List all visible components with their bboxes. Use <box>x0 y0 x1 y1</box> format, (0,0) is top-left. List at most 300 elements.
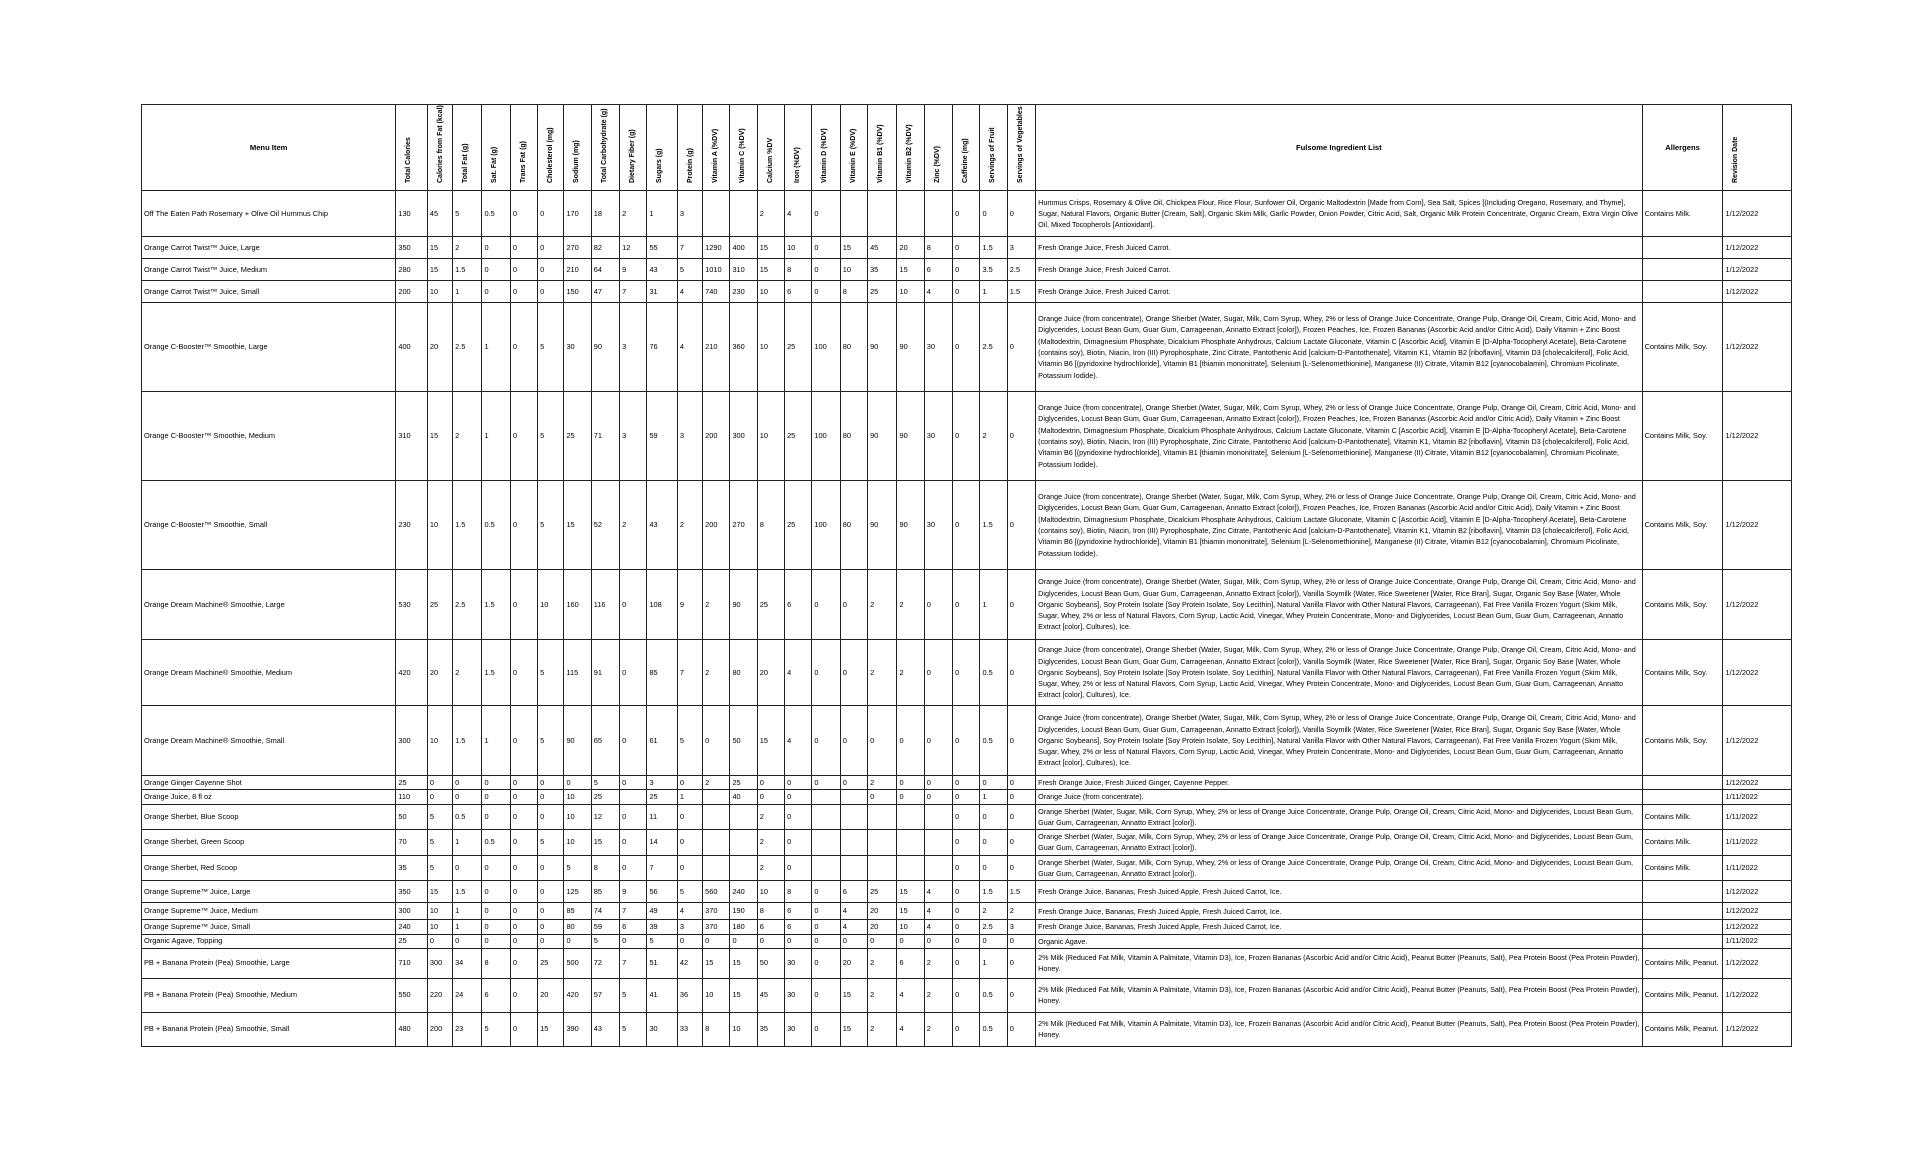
nutrient-value-cell: 15 <box>427 237 452 259</box>
nutrient-value-cell: 1 <box>482 303 510 392</box>
allergens-cell <box>1642 934 1723 948</box>
nutrient-value-cell <box>812 855 840 881</box>
table-row <box>142 706 1792 776</box>
nutrient-value-cell: 2 <box>453 640 482 706</box>
allergens-cell: Contains Milk. <box>1642 191 1723 237</box>
nutrient-value-cell: 0 <box>482 281 510 303</box>
allergens-cell <box>1642 790 1723 804</box>
nutrient-value-cell: 740 <box>703 281 730 303</box>
nutrient-value-cell: 10 <box>427 481 452 570</box>
nutrient-value-cell: 4 <box>677 903 702 920</box>
nutrient-value-cell <box>897 830 924 856</box>
nutrient-value-cell: 0 <box>785 934 812 948</box>
nutrient-value-cell: 20 <box>427 303 452 392</box>
header-nutrient <box>812 105 840 191</box>
nutrient-value-cell <box>730 855 757 881</box>
nutrient-value-cell: 1.5 <box>453 881 482 903</box>
nutrient-value-cell <box>840 855 867 881</box>
nutrient-value-cell <box>703 804 730 830</box>
nutrient-value-cell: 390 <box>564 1012 591 1046</box>
nutrient-value-cell <box>812 804 840 830</box>
nutrient-value-cell: 9 <box>620 881 647 903</box>
nutrient-value-cell: 2.5 <box>453 303 482 392</box>
nutrient-value-cell <box>703 830 730 856</box>
nutrient-value-cell: 0 <box>812 920 840 934</box>
table-row <box>142 920 1792 934</box>
nutrient-value-cell: 0 <box>427 790 452 804</box>
nutrient-value-cell: 0 <box>812 903 840 920</box>
nutrient-value-cell: 25 <box>396 776 428 790</box>
nutrient-value-cell: 7 <box>647 855 677 881</box>
nutrient-value-cell: 1 <box>980 790 1007 804</box>
nutrient-value-cell: 0 <box>677 855 702 881</box>
nutrient-value-cell: 85 <box>591 881 619 903</box>
header-nutrient <box>868 105 897 191</box>
menu-item-cell: Off The Eaten Path Rosemary + Olive Oil Hummus Chip <box>142 191 396 237</box>
ingredient-list-cell: 2% Milk (Reduced Fat Milk, Vitamin A Palmitate, Vitamin D3), Ice, Frozen Bananas (Ascorbic Acid and/or Citric Acid), Peanut Butter (Peanuts, Salt), Pea Protein Boost (Pea Protein Powder), Honey. <box>1036 948 1642 978</box>
nutrient-value-cell: 0 <box>785 776 812 790</box>
nutrient-value-cell: 0 <box>953 948 980 978</box>
nutrient-value-cell: 10 <box>427 281 452 303</box>
revision-date-cell: 1/12/2022 <box>1723 392 1792 481</box>
nutrient-value-cell: 0 <box>953 776 980 790</box>
nutrient-value-cell: 0 <box>897 790 924 804</box>
nutrient-value-cell: 2 <box>868 776 897 790</box>
ingredient-list-cell: Orange Sherbet (Water, Sugar, Milk, Corn Syrup, Whey, 2% or less of Orange Juice Concentrate, Orange Pulp, Orange Oil, Cream, Citric Acid, Mono- and Diglycerides, Locust Bean Gum, Guar Gum, Carrageenan, Annatto Extract [color]). <box>1036 855 1642 881</box>
header-ingredients: Fulsome Ingredient List <box>1036 105 1642 191</box>
nutrient-value-cell: 0 <box>510 776 537 790</box>
nutrient-value-cell: 300 <box>396 706 428 776</box>
nutrient-value-cell: 4 <box>677 303 702 392</box>
nutrient-value-cell: 0 <box>538 191 564 237</box>
allergens-cell: Contains Milk, Peanut. <box>1642 1012 1723 1046</box>
nutrient-value-cell: 8 <box>757 903 784 920</box>
header-nutrient-label: Vitamin B1 (%DV) <box>877 124 885 183</box>
nutrient-value-cell: 20 <box>840 948 867 978</box>
nutrient-value-cell: 0 <box>840 570 867 640</box>
nutrient-value-cell: 0 <box>703 934 730 948</box>
nutrient-value-cell: 2 <box>868 570 897 640</box>
nutrient-value-cell: 6 <box>924 259 952 281</box>
nutrient-value-cell: 90 <box>897 392 924 481</box>
nutrient-value-cell: 0 <box>620 640 647 706</box>
header-nutrient-label: Total Calories <box>405 137 413 183</box>
nutrient-value-cell: 15 <box>427 259 452 281</box>
nutrient-value-cell: 0 <box>510 1012 537 1046</box>
nutrient-value-cell: 30 <box>785 1012 812 1046</box>
nutrient-value-cell: 1 <box>482 706 510 776</box>
nutrient-value-cell: 41 <box>647 978 677 1012</box>
allergens-cell: Contains Milk. <box>1642 830 1723 856</box>
nutrient-value-cell: 6 <box>620 920 647 934</box>
nutrient-value-cell: 0 <box>510 920 537 934</box>
allergens-cell: Contains Milk, Soy. <box>1642 706 1723 776</box>
nutrient-value-cell: 80 <box>730 640 757 706</box>
nutrient-value-cell: 2 <box>703 776 730 790</box>
nutrient-value-cell: 90 <box>868 481 897 570</box>
nutrient-value-cell: 370 <box>703 903 730 920</box>
nutrient-value-cell: 0 <box>812 978 840 1012</box>
ingredient-list-cell: Orange Juice (from concentrate), Orange Sherbet (Water, Sugar, Milk, Corn Syrup, Whey, 2% or less of Orange Juice Concentrate, Orange Pulp, Orange Oil, Cream, Citric Acid, Mono- and Diglycerides, Locust Bean Gum, Guar Gum, Carrageenan, Annatto Extract [color]), Frozen Peaches, Ice, Frozen Bananas (Ascorbic Acid and/or Citric Acid), Daily Vitamin + Zinc Boost (Maltodextrin, Dimagnesium Phosphate, Dicalcium Phosphate Anhydrous, Calcium Lactate Gluconate, Vitamin C [Ascorbic Acid], Vitamin E [D-Alpha-Tocopheryl Acetate], Beta-Carotene (contains soy), Biotin, Niacin, Iron (III) Pyrophosphate, Zinc Citrate, Pantothenic Acid [calcium-D-Pantothenate], Vitamin K1, Vitamin B2 [riboflavin], Vitamin D3 [cholecalciferol], Folic Acid, Vitamin B6 [(pyridoxine hydrochloride], Vitamin B1 [thiamin mononitrate], Selenium [L-Selenomethionine], Manganese (II) Citrate, Vitamin B12 [cyanocobalamin], Chromium Picolinate, Potassium Iodide). <box>1036 303 1642 392</box>
table-row <box>142 481 1792 570</box>
header-nutrient <box>703 105 730 191</box>
nutrient-value-cell: 0 <box>1007 303 1035 392</box>
nutrient-value-cell: 15 <box>591 830 619 856</box>
nutrient-value-cell: 5 <box>427 804 452 830</box>
nutrient-value-cell: 7 <box>620 948 647 978</box>
nutrient-value-cell: 2 <box>897 570 924 640</box>
nutrient-value-cell: 56 <box>647 881 677 903</box>
nutrient-value-cell: 0 <box>510 570 537 640</box>
nutrient-value-cell: 0 <box>482 790 510 804</box>
nutrient-value-cell: 4 <box>897 1012 924 1046</box>
nutrient-value-cell: 10 <box>538 570 564 640</box>
nutrient-value-cell <box>703 191 730 237</box>
nutrient-value-cell: 0 <box>812 570 840 640</box>
nutrient-value-cell: 500 <box>564 948 591 978</box>
nutrient-value-cell: 1 <box>677 790 702 804</box>
nutrient-value-cell: 5 <box>538 392 564 481</box>
nutrient-value-cell: 45 <box>427 191 452 237</box>
nutrient-value-cell: 5 <box>427 855 452 881</box>
header-nutrient <box>647 105 677 191</box>
nutrient-value-cell: 39 <box>647 920 677 934</box>
nutrient-value-cell: 0 <box>620 776 647 790</box>
nutrient-value-cell: 5 <box>591 776 619 790</box>
nutrient-value-cell: 50 <box>730 706 757 776</box>
nutrient-value-cell: 125 <box>564 881 591 903</box>
nutrient-value-cell: 0 <box>812 706 840 776</box>
nutrient-value-cell: 36 <box>677 978 702 1012</box>
nutrient-value-cell: 0 <box>482 903 510 920</box>
nutrient-value-cell <box>924 191 952 237</box>
nutrient-value-cell: 12 <box>620 237 647 259</box>
allergens-cell: Contains Milk. <box>1642 855 1723 881</box>
nutrient-value-cell: 0 <box>1007 948 1035 978</box>
nutrient-value-cell: 130 <box>396 191 428 237</box>
header-revision-label: Revision Date <box>1732 136 1740 183</box>
menu-item-cell: Orange Sherbet, Red Scoop <box>142 855 396 881</box>
nutrient-value-cell: 2 <box>677 481 702 570</box>
nutrient-value-cell: 35 <box>757 1012 784 1046</box>
nutrient-value-cell: 0 <box>868 790 897 804</box>
nutrient-value-cell: 65 <box>591 706 619 776</box>
nutrient-value-cell: 0 <box>980 191 1007 237</box>
nutrient-value-cell: 530 <box>396 570 428 640</box>
menu-item-cell: Orange Supreme™ Juice, Medium <box>142 903 396 920</box>
table-row <box>142 640 1792 706</box>
nutrient-value-cell: 0 <box>510 281 537 303</box>
nutrient-value-cell: 0 <box>785 855 812 881</box>
nutrient-value-cell: 1 <box>980 948 1007 978</box>
revision-date-cell: 1/11/2022 <box>1723 830 1792 856</box>
ingredient-list-cell: Orange Juice (from concentrate), Orange Sherbet (Water, Sugar, Milk, Corn Syrup, Whey, 2% or less of Orange Juice Concentrate, Orange Pulp, Orange Oil, Cream, Citric Acid, Mono- and Diglycerides, Locust Bean Gum, Guar Gum, Carrageenan, Annatto Extract [color]), Vanilla Soymilk (Water, Rice Sweetener [Water, Rice Bran], Sugar, Organic Soy Base [Water, Whole Organic Soybeans], Soy Protein Isolate [Soy Protein Isolate, Soy Lecithin], Natural Vanilla Flavor with Other Natural Flavors, Carrageenan), Fat Free Vanilla Frozen Yogurt (Skim Milk, Sugar, Whey, 2% or less of Natural Flavors, Corn Syrup, Lactic Acid, Vinegar, Whey Protein Concentrate, Mono- and Diglycerides, Locust Bean Gum, Guar Gum, Carrageenan, Annatto Extract [color], Cultures), Ice. <box>1036 570 1642 640</box>
table-row <box>142 191 1792 237</box>
revision-date-cell: 1/12/2022 <box>1723 191 1792 237</box>
nutrient-value-cell: 33 <box>677 1012 702 1046</box>
nutrient-value-cell: 80 <box>564 920 591 934</box>
revision-date-cell: 1/12/2022 <box>1723 978 1792 1012</box>
nutrient-value-cell: 0 <box>1007 934 1035 948</box>
nutrient-value-cell: 0 <box>785 830 812 856</box>
nutrient-value-cell: 6 <box>785 570 812 640</box>
header-nutrient-label: Sodium (mg) <box>573 140 581 183</box>
nutrient-value-cell: 71 <box>591 392 619 481</box>
ingredient-list-cell: Orange Juice (from concentrate), Orange Sherbet (Water, Sugar, Milk, Corn Syrup, Whey, 2% or less of Orange Juice Concentrate, Orange Pulp, Orange Oil, Cream, Citric Acid, Mono- and Diglycerides, Locust Bean Gum, Guar Gum, Carrageenan, Annatto Extract [color]), Frozen Peaches, Ice, Frozen Bananas (Ascorbic Acid and/or Citric Acid), Daily Vitamin + Zinc Boost (Maltodextrin, Dimagnesium Phosphate, Dicalcium Phosphate Anhydrous, Calcium Lactate Gluconate, Vitamin C [Ascorbic Acid], Vitamin E [D-Alpha-Tocopheryl Acetate], Beta-Carotene (contains soy), Biotin, Niacin, Iron (III) Pyrophosphate, Zinc Citrate, Pantothenic Acid [calcium-D-Pantothenate], Vitamin K1, Vitamin B2 [riboflavin], Vitamin D3 [cholecalciferol], Folic Acid, Vitamin B6 [(pyridoxine hydrochloride], Vitamin B1 [thiamin mononitrate], Selenium [L-Selenomethionine], Manganese (II) Citrate, Vitamin B12 [cyanocobalamin], Chromium Picolinate, Potassium Iodide). <box>1036 392 1642 481</box>
allergens-cell <box>1642 259 1723 281</box>
nutrient-value-cell <box>868 191 897 237</box>
nutrient-value-cell: 0 <box>564 934 591 948</box>
menu-item-cell: Orange Carrot Twist™ Juice, Medium <box>142 259 396 281</box>
header-nutrient <box>840 105 867 191</box>
nutrient-value-cell: 100 <box>812 481 840 570</box>
nutrient-value-cell: 0.5 <box>980 1012 1007 1046</box>
nutrient-value-cell: 0 <box>897 706 924 776</box>
nutrient-value-cell: 2 <box>980 392 1007 481</box>
header-nutrient-label: Total Fat (g) <box>462 143 470 183</box>
ingredient-list-cell: Fresh Orange Juice, Fresh Juiced Ginger, Cayenne Pepper. <box>1036 776 1642 790</box>
header-nutrient <box>453 105 482 191</box>
nutrient-value-cell: 1 <box>453 830 482 856</box>
nutrient-value-cell: 0 <box>812 934 840 948</box>
nutrient-value-cell: 82 <box>591 237 619 259</box>
nutrient-value-cell: 110 <box>396 790 428 804</box>
nutrient-value-cell: 0.5 <box>482 830 510 856</box>
nutrient-value-cell: 0 <box>482 881 510 903</box>
ingredient-list-cell: Fresh Orange Juice, Fresh Juiced Carrot. <box>1036 237 1642 259</box>
nutrient-value-cell: 2.5 <box>453 570 482 640</box>
ingredient-list-cell: Orange Sherbet (Water, Sugar, Milk, Corn Syrup, Whey, 2% or less of Orange Juice Concentrate, Orange Pulp, Orange Oil, Cream, Citric Acid, Mono- and Diglycerides, Locust Bean Gum, Guar Gum, Carrageenan, Annatto Extract [color]). <box>1036 830 1642 856</box>
nutrient-value-cell: 210 <box>703 303 730 392</box>
nutrient-value-cell: 0 <box>953 1012 980 1046</box>
header-nutrient-label: Cholesterol (mg) <box>547 127 555 183</box>
header-nutrient <box>510 105 537 191</box>
nutrient-value-cell: 35 <box>868 259 897 281</box>
allergens-cell: Contains Milk, Soy. <box>1642 570 1723 640</box>
nutrient-value-cell: 90 <box>564 706 591 776</box>
nutrient-value-cell: 0.5 <box>482 191 510 237</box>
nutrient-value-cell <box>897 804 924 830</box>
nutrient-value-cell: 0 <box>510 881 537 903</box>
nutrient-value-cell: 15 <box>757 237 784 259</box>
nutrient-value-cell: 2 <box>924 1012 952 1046</box>
header-revision-date <box>1723 105 1792 191</box>
nutrient-value-cell: 0 <box>953 978 980 1012</box>
nutrient-value-cell: 0 <box>1007 570 1035 640</box>
nutrient-value-cell: 4 <box>897 978 924 1012</box>
nutrient-value-cell: 0 <box>538 790 564 804</box>
nutrient-value-cell: 0 <box>453 790 482 804</box>
nutrient-value-cell: 2 <box>703 570 730 640</box>
header-nutrient <box>1007 105 1035 191</box>
nutrient-value-cell: 1 <box>453 920 482 934</box>
nutrient-value-cell: 25 <box>868 281 897 303</box>
nutrient-value-cell: 5 <box>620 1012 647 1046</box>
nutrient-value-cell <box>868 830 897 856</box>
nutrient-value-cell: 9 <box>620 259 647 281</box>
nutrient-value-cell: 1 <box>482 392 510 481</box>
revision-date-cell: 1/12/2022 <box>1723 903 1792 920</box>
nutrient-value-cell: 25 <box>591 790 619 804</box>
nutrient-value-cell: 1 <box>980 570 1007 640</box>
nutrient-value-cell: 0 <box>677 804 702 830</box>
menu-item-cell: Orange Carrot Twist™ Juice, Large <box>142 237 396 259</box>
nutrient-value-cell: 0 <box>1007 640 1035 706</box>
revision-date-cell: 1/12/2022 <box>1723 948 1792 978</box>
nutrient-value-cell: 14 <box>647 830 677 856</box>
nutrient-value-cell: 5 <box>677 259 702 281</box>
nutrient-value-cell: 35 <box>396 855 428 881</box>
table-row <box>142 776 1792 790</box>
nutrient-value-cell: 0 <box>1007 706 1035 776</box>
nutrient-value-cell: 10 <box>757 303 784 392</box>
nutrient-value-cell: 100 <box>812 303 840 392</box>
nutrient-value-cell: 200 <box>703 481 730 570</box>
header-nutrient <box>538 105 564 191</box>
nutrient-value-cell: 5 <box>677 706 702 776</box>
nutrient-value-cell: 0 <box>953 392 980 481</box>
nutrient-value-cell: 15 <box>427 881 452 903</box>
nutrient-value-cell: 0 <box>953 790 980 804</box>
nutrient-value-cell: 15 <box>840 978 867 1012</box>
nutrient-value-cell: 0 <box>812 1012 840 1046</box>
nutrient-value-cell: 24 <box>453 978 482 1012</box>
nutrient-value-cell <box>924 830 952 856</box>
nutrient-value-cell: 0 <box>953 303 980 392</box>
nutrient-value-cell: 30 <box>924 392 952 481</box>
table-row <box>142 855 1792 881</box>
nutrient-value-cell: 25 <box>785 392 812 481</box>
nutrient-value-cell: 0 <box>1007 855 1035 881</box>
nutrient-value-cell: 4 <box>785 191 812 237</box>
table-row <box>142 790 1792 804</box>
nutrient-value-cell: 550 <box>396 978 428 1012</box>
nutrient-value-cell: 1.5 <box>980 237 1007 259</box>
header-nutrient-label: Sugars (g) <box>656 148 664 183</box>
nutrient-value-cell: 3 <box>647 776 677 790</box>
allergens-cell <box>1642 776 1723 790</box>
nutrient-value-cell: 90 <box>897 481 924 570</box>
nutrient-value-cell: 6 <box>840 881 867 903</box>
nutrient-value-cell: 180 <box>730 920 757 934</box>
nutrient-value-cell: 15 <box>840 1012 867 1046</box>
revision-date-cell: 1/12/2022 <box>1723 776 1792 790</box>
nutrient-value-cell: 10 <box>785 237 812 259</box>
nutrient-value-cell: 85 <box>647 640 677 706</box>
nutrient-value-cell: 0 <box>953 640 980 706</box>
table-row <box>142 237 1792 259</box>
ingredient-list-cell: Orange Juice (from concentrate), Orange Sherbet (Water, Sugar, Milk, Corn Syrup, Whey, 2% or less of Orange Juice Concentrate, Orange Pulp, Orange Oil, Cream, Citric Acid, Mono- and Diglycerides, Locust Bean Gum, Guar Gum, Carrageenan, Annatto Extract [color]), Frozen Peaches, Ice, Frozen Bananas (Ascorbic Acid and/or Citric Acid), Daily Vitamin + Zinc Boost (Maltodextrin, Dimagnesium Phosphate, Dicalcium Phosphate Anhydrous, Calcium Lactate Gluconate, Vitamin C [Ascorbic Acid], Vitamin E [D-Alpha-Tocopheryl Acetate], Beta-Carotene (contains soy), Biotin, Niacin, Iron (III) Pyrophosphate, Zinc Citrate, Pantothenic Acid [calcium-D-Pantothenate], Vitamin K1, Vitamin B2 [riboflavin], Vitamin D3 [cholecalciferol], Folic Acid, Vitamin B6 [(pyridoxine hydrochloride], Vitamin B1 [thiamin mononitrate], Selenium [L-Selenomethionine], Manganese (II) Citrate, Vitamin B12 [cyanocobalamin], Chromium Picolinate, Potassium Iodide). <box>1036 481 1642 570</box>
nutrient-value-cell: 0 <box>812 237 840 259</box>
nutrient-value-cell: 480 <box>396 1012 428 1046</box>
nutrient-value-cell: 115 <box>564 640 591 706</box>
nutrient-value-cell: 91 <box>591 640 619 706</box>
nutrient-value-cell: 0 <box>924 790 952 804</box>
nutrient-value-cell: 200 <box>427 1012 452 1046</box>
nutrient-value-cell: 0 <box>510 259 537 281</box>
nutrient-value-cell: 0 <box>980 804 1007 830</box>
nutrient-value-cell: 5 <box>677 881 702 903</box>
nutrient-value-cell: 0 <box>840 640 867 706</box>
nutrient-value-cell: 1.5 <box>482 570 510 640</box>
nutrient-value-cell: 2 <box>757 830 784 856</box>
nutrient-value-cell: 0 <box>620 830 647 856</box>
nutrient-value-cell: 20 <box>868 903 897 920</box>
nutrient-value-cell: 2 <box>453 237 482 259</box>
nutrient-value-cell: 30 <box>924 303 952 392</box>
header-row <box>142 105 1792 191</box>
nutrient-value-cell: 0 <box>482 934 510 948</box>
nutrient-value-cell: 3 <box>620 392 647 481</box>
allergens-cell <box>1642 920 1723 934</box>
nutrient-value-cell: 0.5 <box>980 978 1007 1012</box>
nutrient-value-cell: 0 <box>620 934 647 948</box>
nutrient-value-cell: 20 <box>868 920 897 934</box>
nutrient-value-cell <box>868 804 897 830</box>
nutrient-value-cell: 190 <box>730 903 757 920</box>
nutrient-value-cell: 0 <box>924 570 952 640</box>
nutrient-value-cell: 43 <box>647 259 677 281</box>
nutrient-value-cell: 400 <box>730 237 757 259</box>
nutrient-value-cell: 8 <box>924 237 952 259</box>
menu-item-cell: Orange Carrot Twist™ Juice, Small <box>142 281 396 303</box>
nutrient-value-cell: 2 <box>703 640 730 706</box>
nutrient-value-cell: 370 <box>703 920 730 934</box>
nutrient-value-cell: 0 <box>1007 776 1035 790</box>
allergens-cell: Contains Milk, Soy. <box>1642 481 1723 570</box>
nutrient-value-cell: 15 <box>538 1012 564 1046</box>
nutrient-value-cell: 0 <box>538 934 564 948</box>
nutrient-value-cell: 0 <box>785 790 812 804</box>
nutrient-value-cell: 2 <box>924 948 952 978</box>
allergens-cell: Contains Milk, Soy. <box>1642 392 1723 481</box>
header-nutrient <box>757 105 784 191</box>
nutrient-value-cell: 30 <box>785 948 812 978</box>
allergens-cell <box>1642 237 1723 259</box>
header-nutrient <box>785 105 812 191</box>
nutrient-value-cell: 10 <box>427 920 452 934</box>
menu-item-cell: PB + Banana Protein (Pea) Smoothie, Large <box>142 948 396 978</box>
menu-item-cell: Orange C-Booster™ Smoothie, Small <box>142 481 396 570</box>
nutrient-value-cell: 0 <box>812 259 840 281</box>
nutrient-value-cell: 90 <box>868 303 897 392</box>
nutrient-value-cell: 20 <box>427 640 452 706</box>
menu-item-cell: Orange C-Booster™ Smoothie, Large <box>142 303 396 392</box>
nutrient-value-cell: 6 <box>785 920 812 934</box>
table-row <box>142 948 1792 978</box>
nutrient-value-cell: 0 <box>1007 191 1035 237</box>
ingredient-list-cell: Fresh Orange Juice, Fresh Juiced Carrot. <box>1036 259 1642 281</box>
nutrient-value-cell: 0 <box>538 855 564 881</box>
nutrient-value-cell: 34 <box>453 948 482 978</box>
nutrient-value-cell: 0 <box>980 776 1007 790</box>
nutrient-value-cell: 10 <box>757 281 784 303</box>
allergens-cell: Contains Milk. <box>1642 804 1723 830</box>
nutrient-value-cell: 76 <box>647 303 677 392</box>
nutrient-value-cell: 0 <box>538 804 564 830</box>
nutrient-value-cell: 230 <box>730 281 757 303</box>
nutrient-value-cell: 3 <box>677 920 702 934</box>
nutrient-value-cell: 310 <box>396 392 428 481</box>
nutrient-value-cell: 170 <box>564 191 591 237</box>
nutrient-value-cell: 25 <box>868 881 897 903</box>
nutrient-value-cell: 30 <box>564 303 591 392</box>
nutrient-value-cell: 0 <box>1007 481 1035 570</box>
nutrient-value-cell: 200 <box>703 392 730 481</box>
nutrient-value-cell: 1 <box>453 281 482 303</box>
nutrient-value-cell: 2 <box>757 855 784 881</box>
menu-item-cell: Orange Dream Machine® Smoothie, Medium <box>142 640 396 706</box>
